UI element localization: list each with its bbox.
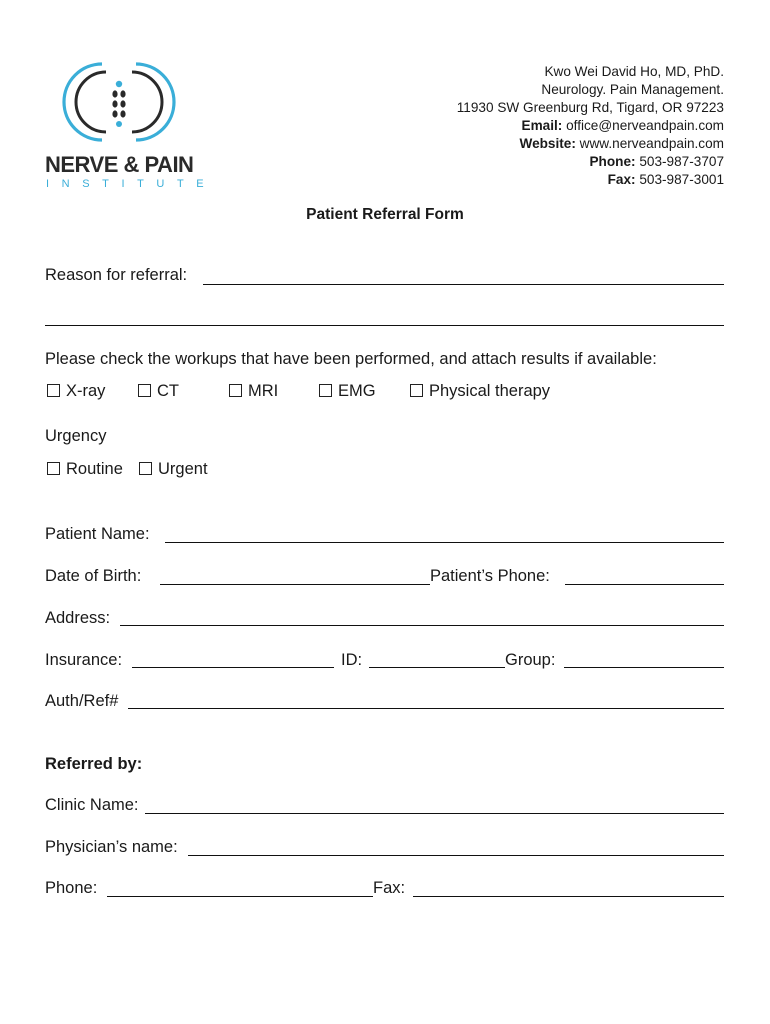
logo-name: NERVE & PAIN: [45, 152, 194, 177]
checkbox-icon: [139, 462, 152, 475]
ref-fax-label: Fax:: [373, 879, 406, 897]
website-line: Website: www.nerveandpain.com: [519, 136, 724, 151]
id-label: ID:: [341, 651, 363, 669]
patient-name-field[interactable]: [165, 542, 724, 543]
checkbox-icon: [138, 384, 151, 397]
checkbox-icon: [47, 384, 60, 397]
checkbox-icon: [319, 384, 332, 397]
workups-prompt: Please check the workups that have been performed, and attach results if available:: [45, 350, 657, 368]
clinic-field[interactable]: [145, 813, 724, 814]
urgency-urgent-checkbox[interactable]: Urgent: [139, 460, 208, 479]
fax-line: Fax: 503-987-3001: [607, 172, 724, 187]
workup-emg-checkbox[interactable]: EMG: [319, 382, 376, 401]
email-link[interactable]: office@nerveandpain.com: [566, 118, 724, 133]
physician-label: Physician’s name:: [45, 838, 178, 856]
physician-field[interactable]: [188, 855, 724, 856]
urgency-label: Urgency: [45, 427, 107, 445]
phone-number: 503-987-3707: [639, 154, 724, 169]
reason-field-2[interactable]: [45, 325, 724, 326]
checkbox-icon: [229, 384, 242, 397]
reason-field[interactable]: [203, 284, 724, 285]
fax-number: 503-987-3001: [639, 172, 724, 187]
insurance-label: Insurance:: [45, 651, 123, 669]
urgency-routine-checkbox[interactable]: Routine: [47, 460, 123, 479]
ref-phone-field[interactable]: [107, 896, 373, 897]
patient-phone-field[interactable]: [565, 584, 724, 585]
dob-label: Date of Birth:: [45, 567, 142, 585]
reason-label: Reason for referral:: [45, 266, 188, 284]
workup-ct-checkbox[interactable]: CT: [138, 382, 179, 401]
id-field[interactable]: [369, 667, 505, 668]
logo-subtitle: INSTITUTE: [46, 178, 217, 190]
group-label: Group:: [505, 651, 556, 669]
referred-by-label: Referred by:: [45, 755, 143, 773]
address-field[interactable]: [120, 625, 724, 626]
email-line: Email: office@nerveandpain.com: [521, 118, 724, 133]
checkbox-icon: [47, 462, 60, 475]
address-label: Address:: [45, 609, 111, 627]
workup-mri-checkbox[interactable]: MRI: [229, 382, 278, 401]
checkbox-icon: [410, 384, 423, 397]
group-field[interactable]: [564, 667, 724, 668]
auth-field[interactable]: [128, 708, 724, 709]
clinic-label: Clinic Name:: [45, 796, 139, 814]
phone-line: Phone: 503-987-3707: [589, 154, 724, 169]
doctor-name: Kwo Wei David Ho, MD, PhD.: [544, 64, 724, 79]
insurance-field[interactable]: [132, 667, 334, 668]
specialty: Neurology. Pain Management.: [541, 82, 724, 97]
ref-fax-field[interactable]: [413, 896, 724, 897]
patient-name-label: Patient Name:: [45, 525, 150, 543]
contact-block: [457, 63, 724, 189]
website-link[interactable]: www.nerveandpain.com: [579, 136, 724, 151]
ref-phone-label: Phone:: [45, 879, 98, 897]
address: 11930 SW Greenburg Rd, Tigard, OR 97223: [456, 100, 724, 115]
form-title: Patient Referral Form: [306, 206, 464, 223]
workup-xray-checkbox[interactable]: X-ray: [47, 382, 105, 401]
auth-label: Auth/Ref#: [45, 692, 119, 710]
patient-phone-label: Patient’s Phone:: [430, 567, 550, 585]
dob-field[interactable]: [160, 584, 430, 585]
workup-pt-checkbox[interactable]: Physical therapy: [410, 382, 550, 401]
